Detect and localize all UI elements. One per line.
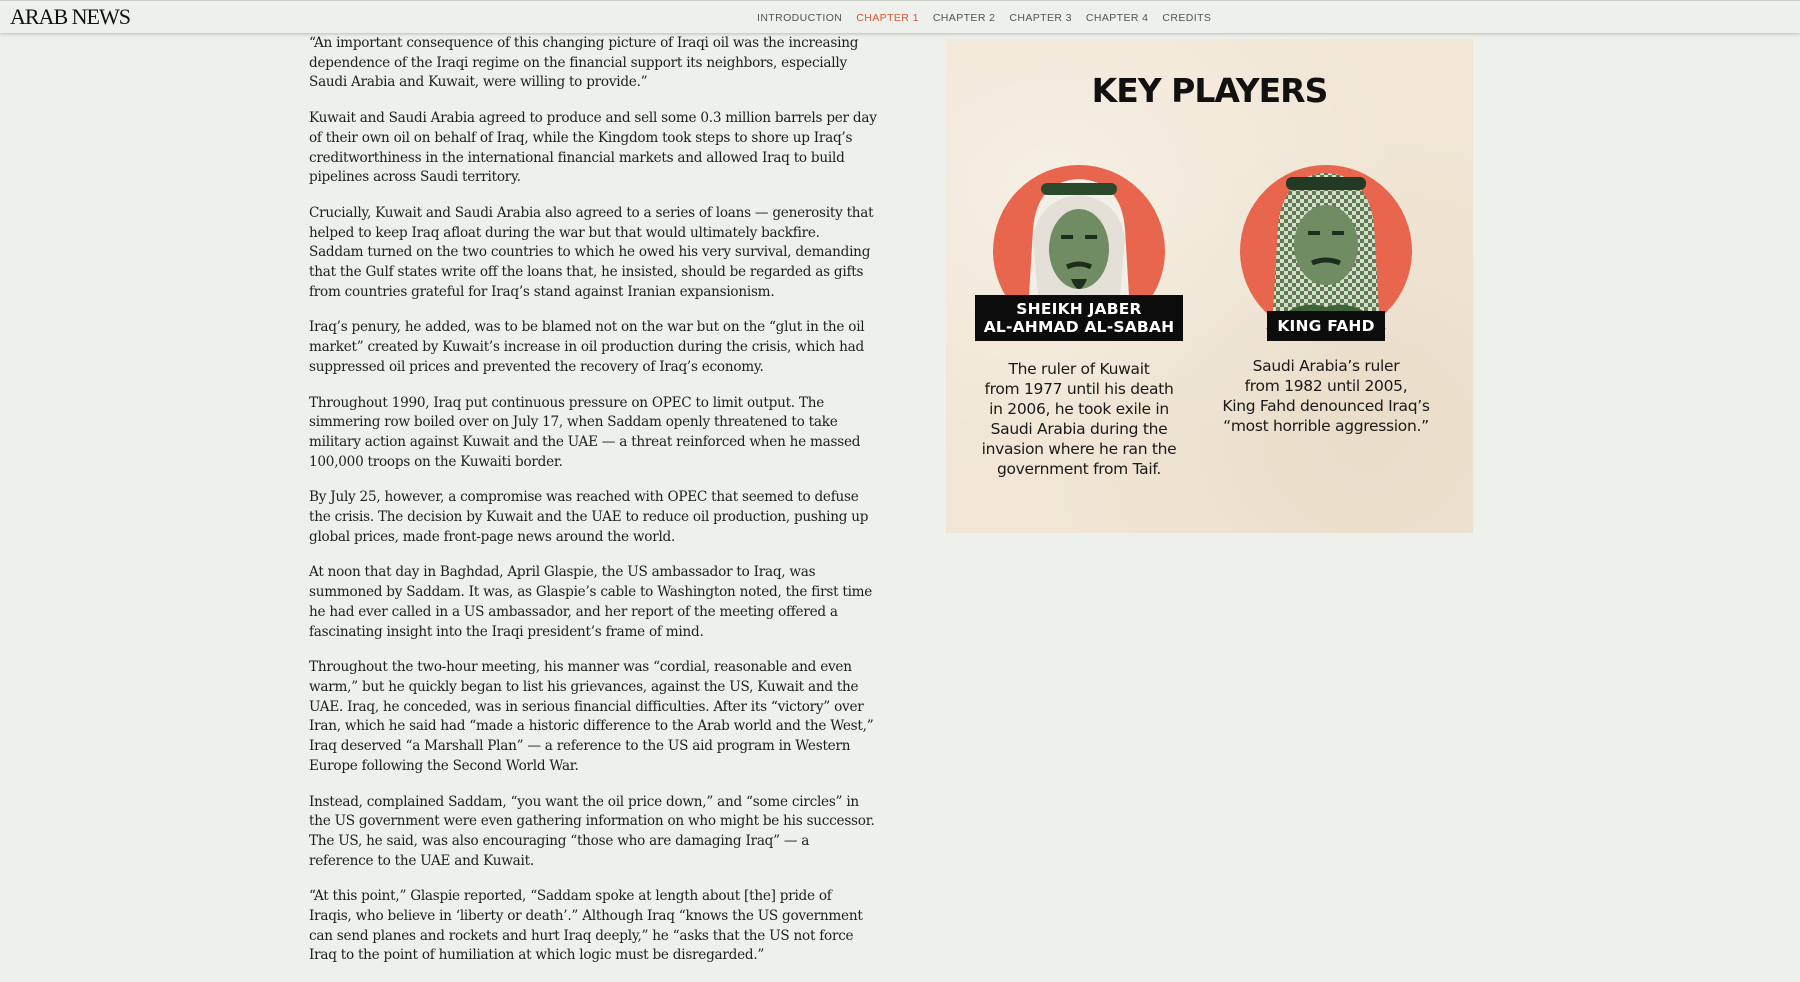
article-paragraph: Kuwait and Saudi Arabia agreed to produce and sell some 0.3 million barrels per day of their own oil on behalf of Iraq, while the Kingdom took steps to shore up Iraq’s creditworthiness in the international financial markets and allowed Iraq to build pipelines across Saudi territory.	[309, 110, 877, 186]
key-players-title: KEY PLAYERS	[1091, 71, 1328, 110]
article-body	[309, 34, 877, 982]
desc-line: “most horrible aggression.”	[1223, 417, 1429, 435]
nav-item-credits[interactable]: CREDITS	[1162, 12, 1212, 24]
desc-line: The ruler of Kuwait	[1008, 360, 1150, 378]
article-paragraph: Iraq’s penury, he added, was to be blamed not on the war but on the “glut in the oil market” created by Kuwait’s increase in oil production during the crisis, which had suppressed oil prices and prevented the recovery of Iraq’s economy.	[309, 319, 865, 375]
desc-line: from 1977 until his death	[984, 380, 1174, 398]
key-players-card	[946, 39, 1473, 533]
desc-line: from 1982 until 2005,	[1244, 377, 1408, 395]
site-header	[0, 0, 1800, 33]
nav-item-introduction[interactable]: INTRODUCTION	[757, 12, 843, 24]
player-description	[963, 359, 1195, 479]
desc-line: Saudi Arabia during the	[990, 420, 1168, 438]
nav-item-chapter-1[interactable]: CHAPTER 1	[856, 12, 919, 24]
desc-line: in 2006, he took exile in	[989, 400, 1169, 418]
portrait-icon	[1236, 139, 1416, 329]
article-paragraph: “At this point,” Glaspie reported, “Saddam spoke at length about [the] pride of Iraqis, who believe in ‘liberty or death’.” Although Iraq “knows the US government can send planes and rockets and hurt Iraq deeply,” he “asks that the US not force Iraq to the point of humiliation at which logic must be disregarded.”	[309, 888, 863, 964]
nav-item-chapter-4[interactable]: CHAPTER 4	[1085, 12, 1149, 24]
desc-line: King Fahd denounced Iraq’s	[1222, 397, 1430, 415]
player-name-tag	[1267, 311, 1384, 341]
nav-item-chapter-3[interactable]: CHAPTER 3	[1009, 12, 1072, 24]
article-paragraph: Crucially, Kuwait and Saudi Arabia also agreed to a series of loans — generosity that helped to keep Iraq afloat during the war but that would ultimately backfire. Saddam turned on the two countries to which he owed his very survival, demanding that the Gulf states write off the loans that, he insisted, should be regarded as gifts from countries grateful for Iraq’s stand against Iranian expansionism.	[309, 204, 874, 300]
article-paragraph: Throughout the two-hour meeting, his manner was “cordial, reasonable and even warm,” but he quickly began to list his grievances, against the US, Kuwait and the UAE. Iraq, he conceded, was in serious financial difficulties. After its “victory” over Iran, which he said had “made a historic difference to the Arab world and the West,” Iraq deserved “a Marshall Plan” — a reference to the US aid program in Western Europe following the Second World War.	[309, 659, 874, 774]
article-paragraph: By July 25, however, a compromise was reached with OPEC that seemed to defuse the crisis. The decision by Kuwait and the UAE to reduce oil production, pushing up global prices, made front-page news around the world.	[309, 489, 869, 545]
site-logo[interactable]: ARAB NEWS	[10, 4, 130, 29]
article-paragraph: At noon that day in Baghdad, April Glaspie, the US ambassador to Iraq, was summoned by Saddam. It was, as Glaspie’s cable to Washington noted, the first time he had ever called in a US ambassador, and her report of the meeting offered a fascinating insight into the Iraqi president’s frame of mind.	[309, 564, 873, 640]
nav-item-chapter-2[interactable]: CHAPTER 2	[932, 12, 996, 24]
chapter-nav	[757, 12, 1211, 24]
desc-line: Saudi Arabia’s ruler	[1252, 357, 1400, 375]
player-name-line: SHEIKH JABER	[1016, 300, 1142, 318]
article-paragraph: Instead, complained Saddam, “you want the oil price down,” and “some circles” in the US government were even gathering information on who might be his successor. The US, he said, was also encouraging “those who are damaging Iraq” — a reference to the UAE and Kuwait.	[309, 793, 875, 869]
desc-line: government from Taif.	[996, 460, 1162, 478]
desc-line: invasion where he ran the	[981, 440, 1177, 458]
article-paragraph: Throughout 1990, Iraq put continuous pressure on OPEC to limit output. The simmering row boiled over on July 17, when Saddam openly threatened to take military action against Kuwait and the UAE — a threat reinforced when he massed 100,000 troops on the Kuwaiti border.	[309, 394, 861, 470]
player-name-tag	[975, 295, 1184, 341]
player-name-line: KING FAHD	[1277, 317, 1375, 335]
article-paragraph: “An important consequence of this changing picture of Iraqi oil was the increasing dependence of the Iraqi regime on the financial support its neighbors, especially Saudi Arabia and Kuwait, were willing to provide.”	[309, 35, 859, 91]
player-description	[1206, 356, 1446, 436]
player-sheikh-jaber	[959, 139, 1199, 479]
player-name-line: AL-AHMAD AL-SABAH	[983, 318, 1175, 336]
player-king-fahd	[1206, 139, 1446, 436]
